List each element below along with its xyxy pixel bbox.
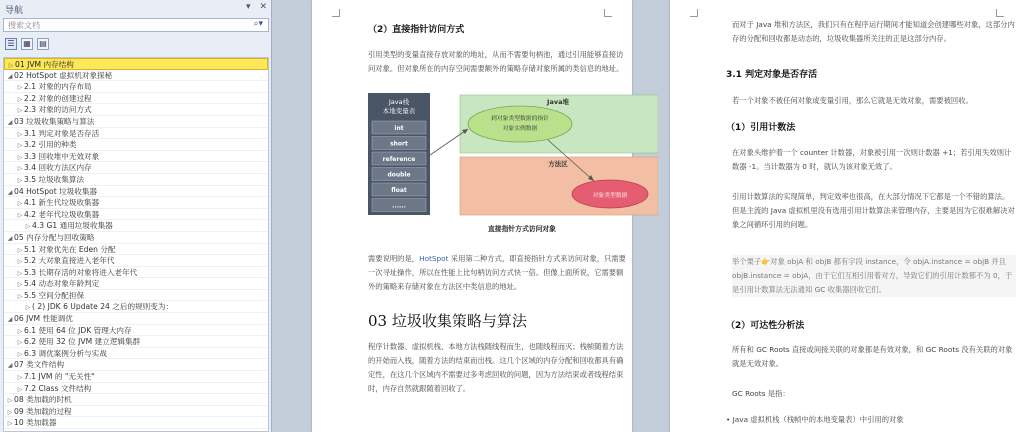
collapsed-triangle-icon[interactable]: ▷ [17,107,23,115]
toc-item-label: 03 垃圾收集策略与算法 [14,116,95,126]
toc-item-label: 2.1 对象的内存布局 [24,82,92,92]
collapsed-triangle-icon[interactable]: ▷ [17,211,23,219]
nav-title: 导航 [5,6,24,16]
expanded-triangle-icon[interactable]: ◢ [7,316,13,324]
results-view-icon[interactable]: ▤ [37,38,49,50]
collapsed-triangle-icon[interactable]: ▷ [17,200,23,208]
paragraph: 而对于 Java 堆和方法区，我们只有在程序运行期间才能知道会创建哪些对象，这部分内存的分配和回收都是动态的，垃圾收集器所关注的正是这部分内存。 [732,20,1015,43]
document-page-left [312,0,632,432]
bullet-item [726,413,1016,427]
toc-item-label: 7.2 Class 文件结构 [24,383,92,393]
collapsed-triangle-icon[interactable]: ▷ [17,95,23,103]
collapsed-triangle-icon[interactable]: ▷ [17,385,23,393]
toc-item-label: 05 内存分配与回收策略 [14,232,95,242]
collapsed-triangle-icon[interactable]: ▷ [17,258,23,266]
heap-object-node [468,106,572,142]
stack-slot-label: double [387,171,411,179]
stack-slot-label: ...... [392,202,406,210]
collapsed-triangle-icon[interactable]: ▷ [8,62,14,69]
direct-pointer-diagram [368,93,658,241]
heading-chapter-03: 03 垃圾收集策略与算法 [368,312,527,330]
collapsed-triangle-icon[interactable]: ▷ [17,165,23,173]
search-placeholder: 搜索文档 [8,21,40,30]
collapsed-triangle-icon[interactable]: ▷ [17,142,23,150]
heap-title: Java堆 [547,98,569,106]
expanded-triangle-icon[interactable]: ◢ [7,118,13,126]
example-note: 举个栗子👉对象 objA 和 objB 都有字段 instance，令 objA.instance = objB 并且 objB.instance = objA，由于它们互相引用着对方，导致它们的引用计数都不为 0，于是引用计数算法无法通知 GC 收集器回收它们。 [732,255,1016,297]
paragraph: 引用计数算法的实现简单，判定效率也很高，在大部分情况下它都是一个不错的算法。但是主流的 Java 虚拟机里没有选用引用计数算法来管理内存，主要是因为它很难解决对象之间循环引用的问题。 [732,192,1015,229]
heading-direct-pointer: （2）直接指针访问方式 [368,25,465,35]
toc-item-label: 09 类加载的过程 [14,406,72,416]
toc-item[interactable] [4,301,268,313]
search-input[interactable] [3,18,269,32]
toc-item-label: 6.3 调优案例分析与实战 [24,348,107,358]
paragraph: GC Roots 是指： [732,389,790,398]
toc-item[interactable] [4,278,268,290]
collapsed-triangle-icon[interactable]: ▷ [17,153,23,161]
toc-item[interactable] [4,325,268,337]
toc-item-label: 5.3 长期存活的对象将进入老年代 [24,267,138,277]
toc-item[interactable] [4,371,268,383]
heading-reference-counting: （1）引用计数法 [726,123,796,133]
document-area [272,0,1024,432]
toc-item[interactable] [4,267,268,279]
bullet-text: Java 虚拟机栈（栈帧中的本地变量表）中引用的对象 [732,415,904,424]
paragraph [368,252,626,294]
collapsed-triangle-icon[interactable]: ▷ [17,374,23,382]
toc-item-label: 4.1 新生代垃圾收集器 [24,198,100,208]
stack-slot-label: float [391,187,407,194]
toc-item-label: ( 2) JDK 6 Update 24 之后的规则变为： [32,302,174,312]
toc-item[interactable] [4,197,268,209]
collapsed-triangle-icon[interactable]: ▷ [25,223,31,231]
expanded-triangle-icon[interactable]: ◢ [7,188,13,196]
collapsed-triangle-icon[interactable]: ▷ [17,327,23,335]
navigation-pane [0,0,272,432]
heap-node-text-1: 到对象类型数据的指针 [491,116,549,122]
heap-node-text-2: 对象实例数据 [502,126,538,132]
toc-tree [3,57,269,432]
stack-slot-label: short [390,140,408,148]
toc-item-label: 5.5 空间分配担保 [24,290,85,300]
toc-item[interactable] [4,174,268,186]
class-data-text: 对象类型数据 [592,193,628,199]
stack-title-1: Java栈 [388,98,410,106]
collapsed-triangle-icon[interactable]: ▷ [17,176,23,184]
toc-item[interactable] [4,255,268,267]
text-run: 需要说明的是， [368,254,420,263]
toc-item-label: 6.2 使用 32 位 JVM 建立逻辑集群 [24,337,141,347]
margin-mark [690,9,698,17]
toc-item-label: 3.3 回收堆中无效对象 [24,151,100,161]
stack-title-2: 本地变量表 [382,107,416,115]
toc-item-label: 4.3 G1 通用垃圾收集器 [32,221,113,231]
nav-header [0,0,271,17]
search-icon[interactable]: ⌕▾ [253,19,263,29]
toc-item-label: 04 HotSpot 垃圾收集器 [14,186,98,196]
stack-slot-label: reference [382,156,416,163]
toc-item[interactable] [4,128,268,140]
expanded-triangle-icon[interactable]: ◢ [7,362,13,370]
close-icon[interactable]: ✕ [259,2,267,12]
toc-item-label: 5.2 大对象直接进入老年代 [24,256,115,266]
toc-item[interactable] [4,336,268,348]
collapsed-triangle-icon[interactable]: ▷ [7,408,13,416]
toc-item-label: 4.2 老年代垃圾收集器 [24,209,100,219]
toc-item[interactable] [4,244,268,256]
method-area-title: 方法区 [548,160,568,168]
paragraph: 所有和 GC Roots 直接或间接关联的对象都是有效对象，和 GC Roots 没有关联的对象就是无效对象。 [732,345,1013,368]
toc-item[interactable] [4,116,268,128]
paragraph: 程序计数器、虚拟机栈、本地方法栈随线程而生，也随线程而灭；栈帧随着方法的开始而入栈，随着方法的结束而出栈。这几个区域的内存分配和回收都具有确定性，在这几个区域内不需要过多考虑回收的问题，因为方法结束或者线程结束时，内存自然就跟随着回收了。 [368,342,624,393]
collapsed-triangle-icon[interactable]: ▷ [17,246,23,254]
paragraph: 若一个对象不被任何对象或变量引用，那么它就是无效对象，需要被回收。 [732,96,973,105]
toc-item[interactable] [4,313,268,325]
toc-item[interactable] [4,139,268,151]
toc-item[interactable] [4,232,268,244]
collapsed-triangle-icon[interactable]: ▷ [25,304,31,312]
toc-item-label: 7.1 JVM 的 "无关性" [24,372,95,382]
nav-view-tabs [5,38,49,52]
paragraph: 引用类型的变量直接存放对象的地址，从而不需要句柄池，通过引用能够直接访问对象。但对象所在的内存空间需要额外的策略存储对象所属的类信息的地址。 [368,50,624,73]
margin-mark [996,9,1004,17]
margin-mark [604,9,612,17]
headings-view-icon[interactable]: ☰ [5,38,17,50]
toc-item[interactable] [4,162,268,174]
toc-item-label: 3.5 垃圾收集算法 [24,174,85,184]
heading-3-1: 3.1 判定对象是否存活 [726,70,818,80]
toc-item[interactable] [4,81,268,93]
dropdown-icon[interactable]: ▾ [246,2,251,12]
toc-item-label: 2.2 对象的创建过程 [24,93,92,103]
toc-item[interactable] [4,93,268,105]
toc-item[interactable] [4,70,268,82]
toc-item[interactable] [4,383,268,395]
collapsed-triangle-icon[interactable]: ▷ [17,339,23,347]
collapsed-triangle-icon[interactable]: ▷ [17,350,23,358]
toc-item[interactable] [4,58,268,70]
document-page-right [670,0,1024,432]
toc-item-label: 2.3 对象的访问方式 [24,105,92,115]
toc-item[interactable] [4,290,268,302]
toc-item-label: 5.1 对象优先在 Eden 分配 [24,244,116,254]
hotspot-highlight: HotSpot [419,254,449,263]
toc-item-label: 10 类加载器 [14,418,57,428]
margin-mark [332,9,340,17]
collapsed-triangle-icon[interactable]: ▷ [17,292,23,300]
toc-item-label: 3.1 判定对象是否存活 [24,128,100,138]
bullet-icon: • [726,415,733,424]
collapsed-triangle-icon[interactable]: ▷ [17,281,23,289]
paragraph: 在对象头维护着一个 counter 计数器，对象被引用一次则计数器 +1；若引用失效则计数器 -1。当计数器为 0 时，就认为该对象无效了。 [732,148,1012,171]
toc-item-label: 3.2 引用的种类 [24,140,77,150]
toc-item-label: 6.1 使用 64 位 JDK 管理大内存 [24,325,132,335]
text-run: 采用第二种方式，即直接指针方式来访问对象，只需要一次寻址操作，所以在性能上比句柄访问方式快一倍。但像上面所说，它需要额外的策略来存储对象在方法区中类信息的地址。 [368,254,626,291]
expanded-triangle-icon[interactable]: ◢ [7,72,13,80]
pages-view-icon[interactable]: ▦ [21,38,33,50]
toc-item-label: 08 类加载的时机 [14,395,72,405]
diagram-caption: 直接指针方式访问对象 [488,225,556,233]
heading-reachability: （2）可达性分析法 [726,321,805,331]
toc-item[interactable] [4,104,268,116]
expanded-triangle-icon[interactable]: ◢ [7,234,13,242]
collapsed-triangle-icon[interactable]: ▷ [17,84,23,92]
toc-item-label: 07 类文件结构 [14,360,65,370]
toc-item-label: 06 JVM 性能调优 [14,314,73,324]
toc-item-label: 5.4 动态对象年龄判定 [24,279,100,289]
toc-item[interactable] [4,348,268,360]
toc-item[interactable] [4,394,268,406]
stack-slot-label: int [394,125,404,132]
toc-item-label: 02 HotSpot 虚拟机对象探秘 [14,70,113,80]
toc-item[interactable] [4,151,268,163]
toc-item[interactable] [4,417,268,429]
toc-item[interactable] [4,359,268,371]
collapsed-triangle-icon[interactable]: ▷ [7,420,13,428]
collapsed-triangle-icon[interactable]: ▷ [7,397,13,405]
toc-item[interactable] [4,406,268,418]
toc-item-label: 3.4 回收方法区内存 [24,163,92,173]
collapsed-triangle-icon[interactable]: ▷ [17,269,23,277]
toc-item[interactable] [4,186,268,198]
toc-item[interactable] [4,220,268,232]
toc-item[interactable] [4,209,268,221]
toc-item-label: 01 JVM 内存结构 [15,60,74,69]
collapsed-triangle-icon[interactable]: ▷ [17,130,23,138]
